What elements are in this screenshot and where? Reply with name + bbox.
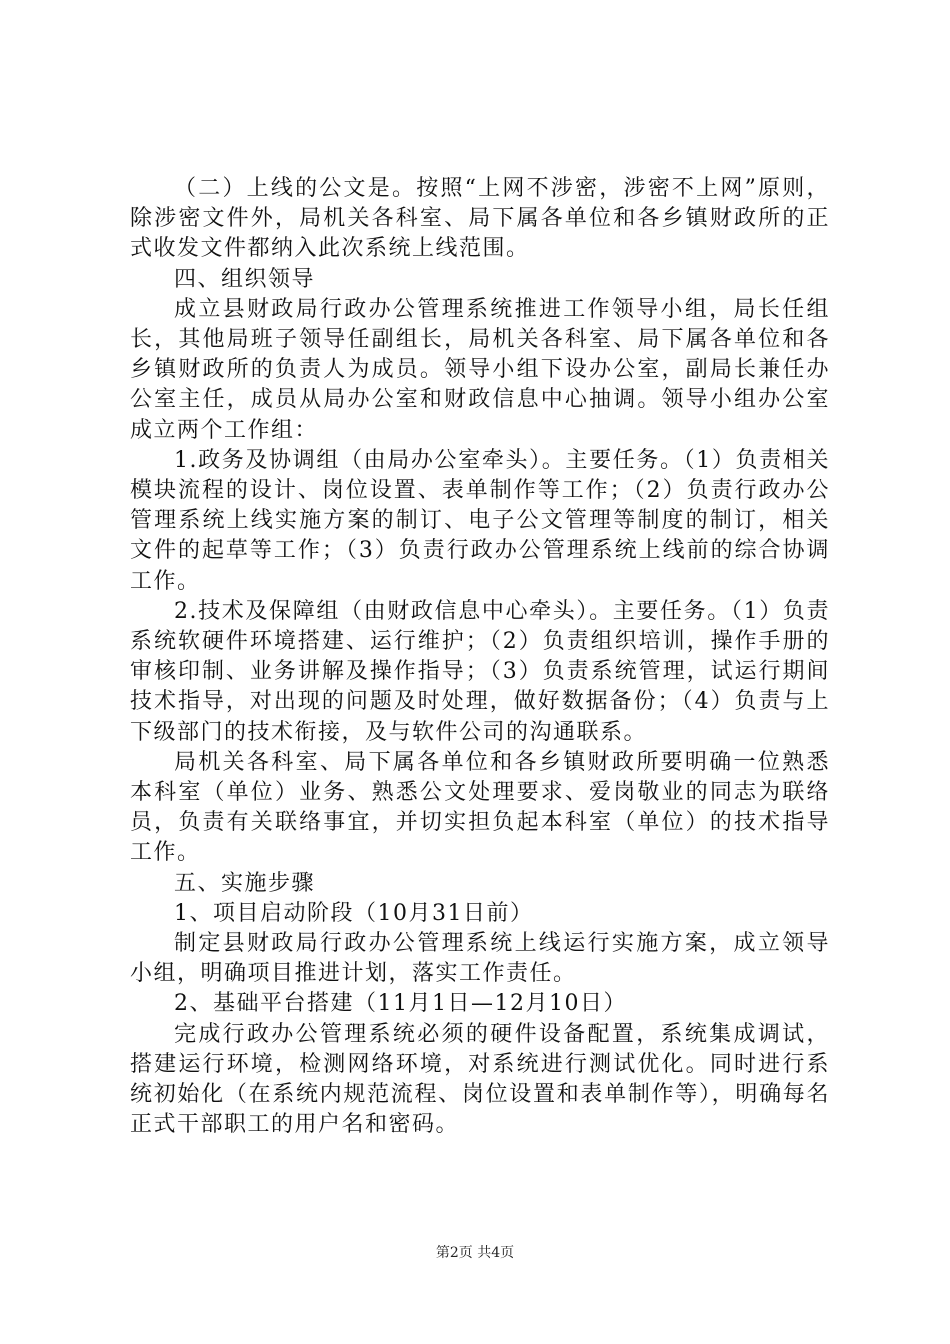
paragraph-technical-group: 2.技术及保障组（由财政信息中心牵头）。主要任务。（1）负责系统软硬件环境搭建、运行维护；（2）负责组织培训，操作手册的审核印制、业务讲解及操作指导；（3）负责系统管理，试运行期间技术指导，对出现的问题及时处理，做好数据备份；（4）负责与上下级部门的技术衔接，及与软件公司的沟通联系。 — [130, 598, 830, 745]
page-number-footer: 第2页 共4页 — [435, 1245, 515, 1261]
paragraph-kickoff: 制定县财政局行政办公管理系统上线运行实施方案，成立领导小组，明确项目推进计划，落实工作责任。 — [130, 931, 830, 987]
section-heading-steps: 五、实施步骤 — [174, 870, 316, 896]
document-body — [130, 174, 830, 1141]
paragraph-scope-of-documents: （二）上线的公文是。按照“上网不涉密，涉密不上网”原则，除涉密文件外，局机关各科室、局下属各单位和各乡镇财政所的正式收发文件都纳入此次系统上线范围。 — [130, 176, 830, 262]
paragraph-liaison: 局机关各科室、局下属各单位和各乡镇财政所要明确一位熟悉本科室（单位）业务、熟悉公文处理要求、爱岗敬业的同志为联络员，负责有关联络事宜，并切实担负起本科室（单位）的技术指导工作。 — [130, 749, 830, 866]
step-heading-platform: 2、基础平台搭建（11月1日—12月10日） — [174, 991, 627, 1017]
step-heading-kickoff: 1、项目启动阶段（10月31日前） — [174, 900, 534, 926]
paragraph-platform: 完成行政办公管理系统必须的硬件设备配置，系统集成调试，搭建运行环境，检测网络环境，对系统进行测试优化。同时进行系统初始化（在系统内规范流程、岗位设置和表单制作等），明确每名正式干部职工的用户名和密码。 — [130, 1021, 830, 1138]
paragraph-coordination-group: 1.政务及协调组（由局办公室牵头）。主要任务。（1）负责相关模块流程的设计、岗位设置、表单制作等工作；（2）负责行政办公管理系统上线实施方案的制订、电子公文管理等制度的制订，相关文件的起草等工作；（3）负责行政办公管理系统上线前的综合协调工作。 — [130, 447, 830, 594]
section-heading-organization: 四、组织领导 — [174, 266, 316, 292]
paragraph-leading-group: 成立县财政局行政办公管理系统推进工作领导小组，局长任组长，其他局班子领导任副组长，局机关各科室、局下属各单位和各乡镇财政所的负责人为成员。领导小组下设办公室，副局长兼任办公室主任，成员从局办公室和财政信息中心抽调。领导小组办公室成立两个工作组： — [130, 296, 830, 443]
